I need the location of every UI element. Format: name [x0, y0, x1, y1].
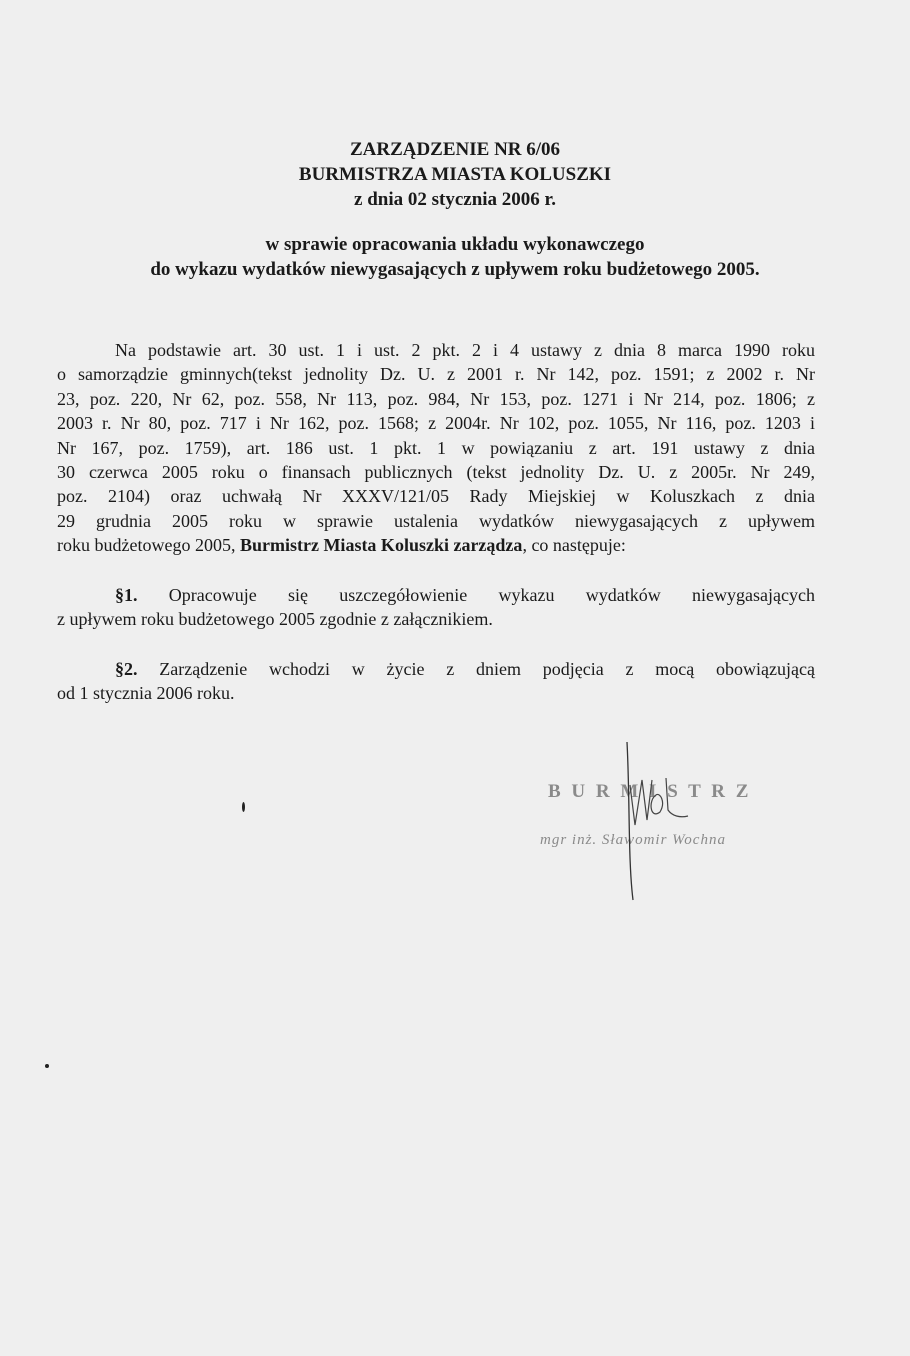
preamble-line: poz. 2104) oraz uchwałą Nr XXXV/121/05 Rady Miejskiej w Koluszkach z dnia [57, 486, 815, 507]
section-2 [57, 657, 815, 706]
preamble-line: Nr 167, poz. 1759), art. 186 ust. 1 pkt. 1 w powiązaniu z art. 191 ustawy z dnia [57, 437, 815, 458]
preamble-line: 2003 r. Nr 80, poz. 717 i Nr 162, poz. 1568; z 2004r. Nr 102, poz. 1055, Nr 116, poz. 1203 i [57, 413, 815, 434]
stamp-title: B U R M I S T R Z [548, 781, 752, 802]
section-line: od 1 stycznia 2006 roku. [57, 683, 235, 704]
section-mark: §1. [115, 585, 138, 605]
document-subject-line-1: w sprawie opracowania układu wykonawczego [265, 234, 645, 255]
section-line [57, 583, 815, 607]
document-subject-line-2: do wykazu wydatków niewygasających z upływem roku budżetowego 2005. [150, 259, 760, 280]
preamble-bold-text: Burmistrz Miasta Koluszki zarządza [239, 535, 523, 556]
preamble-last-line [57, 533, 815, 557]
section-line [57, 657, 815, 681]
signature [600, 740, 690, 905]
preamble-text: roku budżetowego 2005, [57, 535, 240, 556]
scan-mark [242, 802, 245, 812]
section-text: Opracowuje się uszczegółowienie wykazu wydatków niewygasających [137, 585, 815, 605]
preamble-line: 23, poz. 220, Nr 62, poz. 558, Nr 113, poz. 984, Nr 153, poz. 1271 i Nr 214, poz. 1806; z [57, 388, 815, 409]
section-mark: §2. [115, 659, 138, 679]
preamble-line: Na podstawie art. 30 ust. 1 i ust. 2 pkt. 2 i 4 ustawy z dnia 8 marca 1990 roku [115, 340, 815, 360]
scan-mark [45, 1064, 49, 1068]
section-line: z upływem roku budżetowego 2005 zgodnie z załącznikiem. [57, 609, 493, 630]
document-date: z dnia 02 stycznia 2006 r. [354, 189, 556, 210]
document-title: ZARZĄDZENIE NR 6/06 [349, 139, 561, 160]
preamble-paragraph [57, 338, 815, 558]
preamble-text: , co następuje: [522, 535, 626, 556]
section-text: Zarządzenie wchodzi w życie z dniem podjęcia z mocą obowiązującą [137, 659, 815, 679]
preamble-line: 30 czerwca 2005 roku o finansach publicznych (tekst jednolity Dz. U. z 2005r. Nr 249, [57, 461, 815, 482]
document-issuer: BURMISTRZA MIASTA KOLUSZKI [298, 164, 612, 185]
preamble-line: o samorządzie gminnych(tekst jednolity Dz. U. z 2001 r. Nr 142, poz. 1591; z 2002 r. Nr [57, 364, 815, 385]
preamble-line: 29 grudnia 2005 roku w sprawie ustalenia wydatków niewygasających z upływem [57, 510, 815, 531]
stamp-name: mgr inż. Sławomir Wochna [540, 832, 726, 848]
section-1 [57, 583, 815, 632]
